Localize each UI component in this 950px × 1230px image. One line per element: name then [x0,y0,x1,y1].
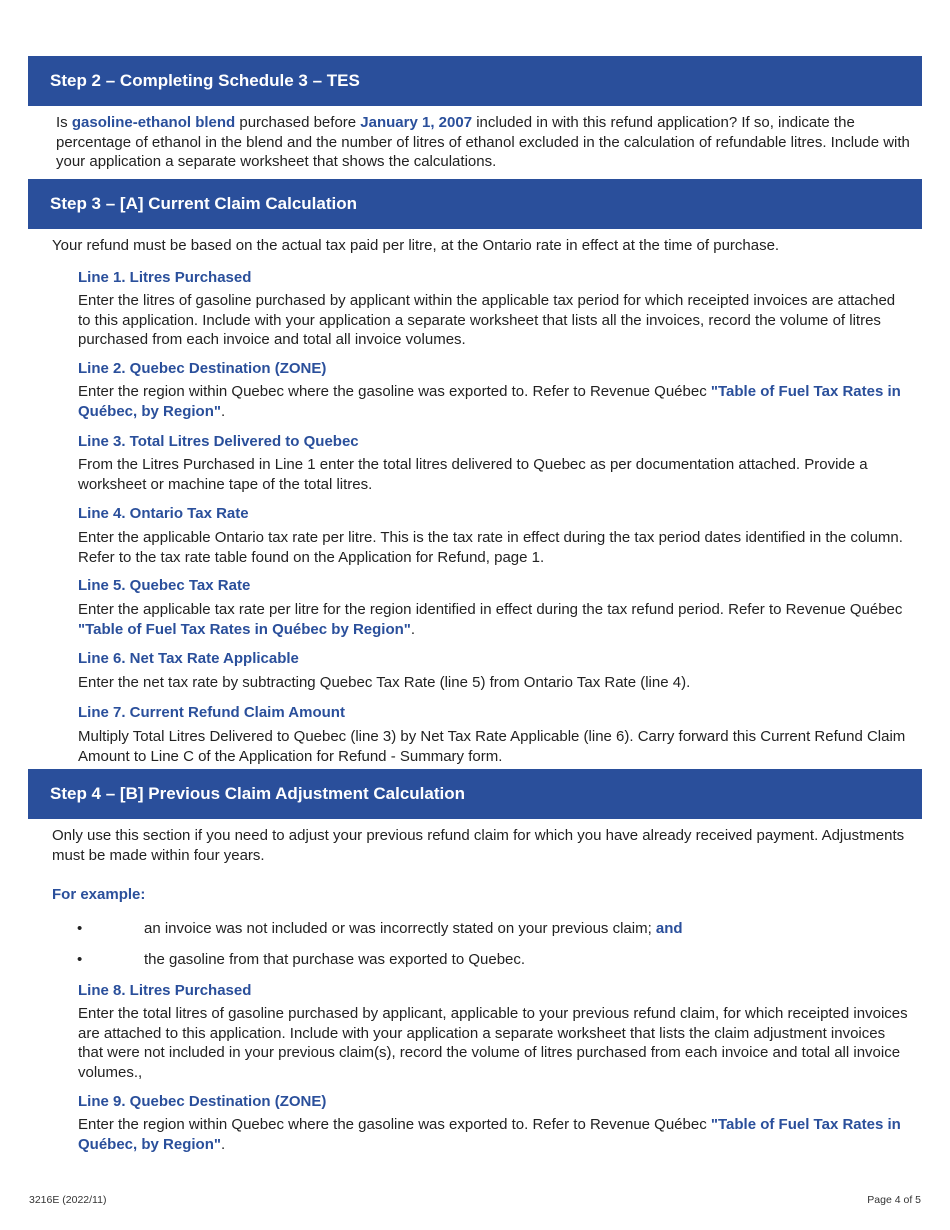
line2-heading: Line 2. Quebec Destination (ZONE) [78,360,327,377]
line7-text: Multiply Total Litres Delivered to Quebec (line 3) by Net Tax Rate Applicable (line 6). Carry forward this Current Refund Claim Amount to Line C of the Application for Refund - Summary form. [78,728,906,765]
step3-header: Step 3 – [A] Current Claim Calculation [28,179,922,229]
line9-text: Enter the region within Quebec where the gasoline was exported to. Refer to Revenue Québec "Table of Fuel Tax Rates in Québec, by Region". [78,1116,901,1153]
line9-link[interactable]: "Table of Fuel Tax Rates in Québec, by Region" [78,1116,901,1153]
line2-text: Enter the region within Quebec where the gasoline was exported to. Refer to Revenue Québec "Table of Fuel Tax Rates in Québec, by Region". [78,383,901,420]
step3-intro: Your refund must be based on the actual tax paid per litre, at the Ontario rate in effect at the time of purchase. [52,237,780,254]
line9-heading: Line 9. Quebec Destination (ZONE) [78,1093,327,1110]
bullet-1-marker: • [77,920,83,937]
line1-heading: Line 1. Litres Purchased [78,269,252,286]
form-id: 3216E (2022/11) [29,1194,107,1206]
example-heading: For example: [52,886,146,903]
line6-text: Enter the net tax rate by subtracting Quebec Tax Rate (line 5) from Ontario Tax Rate (line 4). [78,674,691,691]
bullet-2-text: the gasoline from that purchase was exported to Quebec. [144,951,526,968]
line6-heading: Line 6. Net Tax Rate Applicable [78,650,299,667]
line3-text: From the Litres Purchased in Line 1 enter the total litres delivered to Quebec as per documentation attached. Provide a worksheet or machine tape of the total litres. [78,456,868,493]
line5-heading: Line 5. Quebec Tax Rate [78,577,251,594]
line7-heading: Line 7. Current Refund Claim Amount [78,704,345,721]
bullet-2-marker: • [77,951,83,968]
line5-text: Enter the applicable tax rate per litre for the region identified in effect during the tax refund period. Refer to Revenue Québec "Table of Fuel Tax Rates in Québec by Region". [78,601,903,638]
bullet-1-text: an invoice was not included or was incorrectly stated on your previous claim; and [144,920,683,937]
step2-header: Step 2 – Completing Schedule 3 – TES [28,56,922,106]
line3-heading: Line 3. Total Litres Delivered to Quebec [78,433,359,450]
step4-intro: Only use this section if you need to adjust your previous refund claim for which you have already received payment. Adjustments must be made within four years. [52,827,905,864]
line4-heading: Line 4. Ontario Tax Rate [78,505,249,522]
line5-link[interactable]: "Table of Fuel Tax Rates in Québec by Region" [78,620,411,638]
line8-text: Enter the total litres of gasoline purchased by applicant, applicable to your previous refund claim, for which receipted invoices are attached to this application. Include with your application a separate worksheet that lists the claim adjustment invoices that were not included in your previous claim(s), record the volume of litres purchased from each invoice and total all invoice volumes., [78,1005,908,1081]
line8-heading: Line 8. Litres Purchased [78,982,252,999]
line4-text: Enter the applicable Ontario tax rate per litre. This is the tax rate in effect during the tax period dates identified in the column. Refer to the tax rate table found on the Application for Refund, page 1. [78,529,903,566]
page-number: Page 4 of 5 [867,1194,921,1206]
step2-paragraph: Is gasoline-ethanol blend purchased before January 1, 2007 included in with this refund application? If so, indicate the percentage of ethanol in the blend and the number of litres of ethanol excluded in the calculation of refundable litres. Include with your application a separate worksheet that shows the calculations. [56,114,910,170]
line1-text: Enter the litres of gasoline purchased by applicant within the applicable tax period for which receipted invoices are attached to this application. Include with your application a separate worksheet that lists all the invoices, record the volume of litres purchased from each invoice and total all invoice volumes. [78,292,896,348]
line2-link[interactable]: "Table of Fuel Tax Rates in Québec, by Region" [78,383,901,420]
step4-header: Step 4 – [B] Previous Claim Adjustment Calculation [28,769,922,819]
